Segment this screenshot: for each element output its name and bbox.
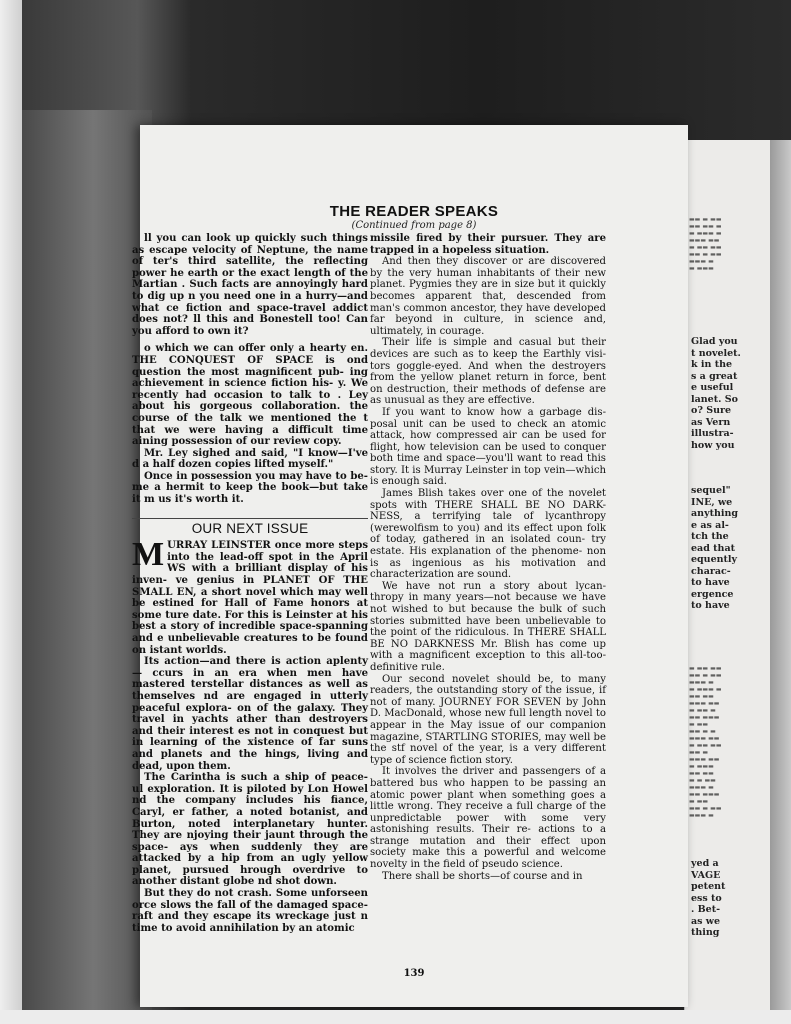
fragment-line: yed a — [691, 858, 719, 869]
magazine-page — [132, 125, 688, 1007]
fragment-line: INE, we — [691, 496, 733, 508]
fragment-line: anything — [691, 508, 739, 519]
right-column — [370, 233, 606, 882]
page-number: 139 — [403, 968, 425, 979]
section-heading: OUR NEXT ISSUE — [132, 518, 368, 535]
fragment-line: o? Sure — [691, 405, 732, 416]
scan-frame-left — [0, 0, 22, 1024]
fragment-line: petent — [691, 881, 726, 892]
fragment-line: equently — [691, 554, 738, 565]
drop-cap: M — [132, 536, 165, 574]
paragraph: We have not run a story about lycan- thropy in many years—not because we have not wished to but because the bulk of such stories submitted have been unbelievable to the point of the ridiculous. In THERE SHALL BE NO DARKNESS Mr. Blish has come up with a magnificent exception to this all-too-definitive rule. — [370, 580, 606, 673]
paragraph: Mr. Ley sighed and said, "I know—I've d a half dozen copies lifted myself." — [132, 447, 368, 471]
fragment-line: thing — [691, 927, 720, 938]
paragraph: It involves the driver and passengers of a battered bus who happen to be passing an atomic power plant when something goes a little wrong. They receive a full charge of the unpredictable power with some very astonishing results. Their re- actions to a strange mutation and their effect upon society make this a powerful and welcome novelty in the field of pseudo science. — [370, 766, 606, 871]
fragment-line: charac- — [691, 565, 731, 577]
fragment-line: lanet. So — [691, 393, 738, 405]
next-page-shadow-edge — [770, 140, 791, 1010]
fragment-line: . Bet- — [691, 904, 721, 915]
paragraph: missile fired by their pursuer. They are trapped in a hopeless situation. — [370, 233, 606, 256]
fragment-line: Glad you — [691, 336, 738, 347]
scan-frame-bottom — [0, 1010, 791, 1024]
next-page-block-a — [691, 336, 771, 451]
paragraph: Our second novelet should be, to many readers, the outstanding story of the issue, if not of many. JOURNEY FOR SEVEN by John D. MacDonald, whose new full length novel to appear in the May issue of our companion magazine, STARTLING STORIES, may well be the stf novel of the year, is a very different type of science fiction story. — [370, 673, 606, 766]
paragraph: ll you can look up quickly such things as escape velocity of Neptune, the name of ter's third satellite, the reflecting power he earth or the exact length of the Martian . Such facts are annoyingly hard to dig up n you need one in a hurry—and what ce fiction and space-travel addict does not? ll this and Bonestell too! Can you afford to own it? — [132, 233, 368, 337]
fragment-line: e as al- — [691, 519, 729, 531]
paragraph: There shall be shorts—of course and in — [382, 870, 583, 882]
next-page-block-b — [691, 485, 771, 612]
fragment-line: VAGE — [691, 869, 721, 881]
paragraph: Its action—and there is action aplenty— ccurs in an era when men have mastered terstellar distances as well as themselves nd are engaged in utterly peaceful explora- on of the galaxy. They travel in yachts ather than destroyers and their interest es not in conquest but in learning of the xistence of far suns and planets and the hings, living and dead, upon them. — [132, 656, 368, 772]
lead-text: URRAY LEINSTER once more steps into the lead-off spot in the April WS with a brilliant display of his inven- ve genius in PLANET OF THE SMALL EN, a short novel which may well be estined for Hall of Fame honors at some ture date. For this is Leinster at his best a story of incredible space-spanning and e unbelievable creatures to be found on istant worlds. — [132, 540, 368, 656]
fragment-line: ead that — [691, 542, 735, 554]
fragment-line: ergence — [691, 588, 734, 600]
paragraph: The Carintha is such a ship of peace- ul exploration. It is piloted by Lon Howel nd the company includes his fiance, Caryl, er father, a noted botanist, and Burton, noted interplanetary hunter. They are njoying their jaunt through the space- ays when suddenly they are attacked by a hip from an ugly yellow planet, pursued hrough overdrive to another distant globe nd shot down. — [132, 772, 368, 888]
fragment-line: as we — [691, 915, 721, 927]
fragment-line: tch the — [691, 531, 729, 542]
fragment-line: sequel" — [691, 485, 731, 496]
paragraph: Their life is simple and casual but their devices are such as to keep the Earthly visi- tors goggle-eyed. And when the destroyers from the yellow planet return in force, bent on destruction, their methods of defense are as unusual as they are effective. — [370, 337, 606, 407]
fragment-line: how you — [691, 439, 735, 451]
next-page-block-c — [691, 858, 771, 939]
left-column — [132, 233, 368, 934]
fragment-line: to have — [691, 577, 730, 588]
next-page-edge — [684, 140, 771, 1010]
fragment-line: to have — [691, 600, 730, 611]
fragment-line: as Vern — [691, 416, 731, 428]
page-subtitle: (Continued from page 8) — [351, 220, 477, 231]
fragment-line: t novelet. — [691, 347, 741, 359]
fragment-line: k in the — [691, 359, 733, 370]
fragment-line: illustra- — [691, 428, 734, 439]
lead-paragraph — [132, 536, 368, 656]
paragraph: And then they discover or are discovered by the very human inhabitants of their new planet. Pygmies they are in size but it quickly becomes apparent that, descended from man's common ancestor, they have developed far beyond in culture, in science and, ultimately, in courage. — [370, 256, 606, 337]
paragraph: o which we can offer only a hearty en. THE CONQUEST OF SPACE is ond question the most magnificent pub- ing achievement in science fiction his- y. We recently had occasion to talk to . Ley about his gorgeous collaboration. the course of the talk we mentioned the t that we were having a difficult time aining possession of our review copy. — [132, 343, 368, 448]
paragraph: Once in possession you may have to be- me a hermit to keep the book—but take it m us it's worth it. — [132, 470, 368, 506]
fragment-line: ess to — [691, 892, 722, 904]
next-page-top-fragment: ▬▬ ▬ ▬▬ ▬▬ ▬▬ ▬ ▬ ▬▬▬ ▬ ▬▬▬ ▬▬ ▬ ▬▬ ▬▬ ▬▬ ▬ ▬▬ ▬▬▬ ▬ ▬ ▬▬▬ — [689, 216, 722, 272]
paragraph: If you want to know how a garbage dis- posal unit can be used to check an atomic attack, how compressed air can be used for flight, how television can be used to conquer both time and space—you'll want to read this story. It is Murray Leinster in top vein—which is enough said. — [370, 406, 606, 488]
next-page-mid-fragment: ▬ ▬▬ ▬▬ ▬▬ ▬ ▬▬ ▬▬▬ ▬ ▬ ▬▬▬ ▬ ▬▬ ▬▬ ▬▬▬ ▬▬ ▬ ▬▬ ▬ ▬▬ ▬▬▬ ▬ ▬▬ ▬▬ ▬ ▬ ▬▬▬ ▬▬ ▬ ▬▬ ▬▬ ▬▬ ▬ ▬▬▬ ▬▬ ▬ ▬▬▬ ▬▬ ▬▬ ▬ ▬ ▬▬ ▬▬▬ ▬ ▬▬ ▬▬▬ ▬ ▬▬ ▬▬ ▬ ▬▬ ▬▬▬ ▬ — [689, 665, 722, 819]
paragraph: James Blish takes over one of the novelet spots with THERE SHALL BE NO DARK- NESS, a terrifying tale of lycanthropy (werewolfism to you) and its effect upon folk of today, gathered in an isolated coun- try estate. His explanation of the phenome- non is as ingenious as his motivation and characterization are sound. — [370, 488, 606, 581]
fragment-line: e useful — [691, 382, 734, 393]
paragraph: But they do not crash. Some unforseen orce slows the fall of the damaged space- raft and they escape its wreckage just n time to avoid annihilation by an atomic — [132, 888, 368, 934]
page-title: THE READER SPEAKS — [329, 203, 499, 220]
fragment-line: s a great — [691, 370, 738, 382]
